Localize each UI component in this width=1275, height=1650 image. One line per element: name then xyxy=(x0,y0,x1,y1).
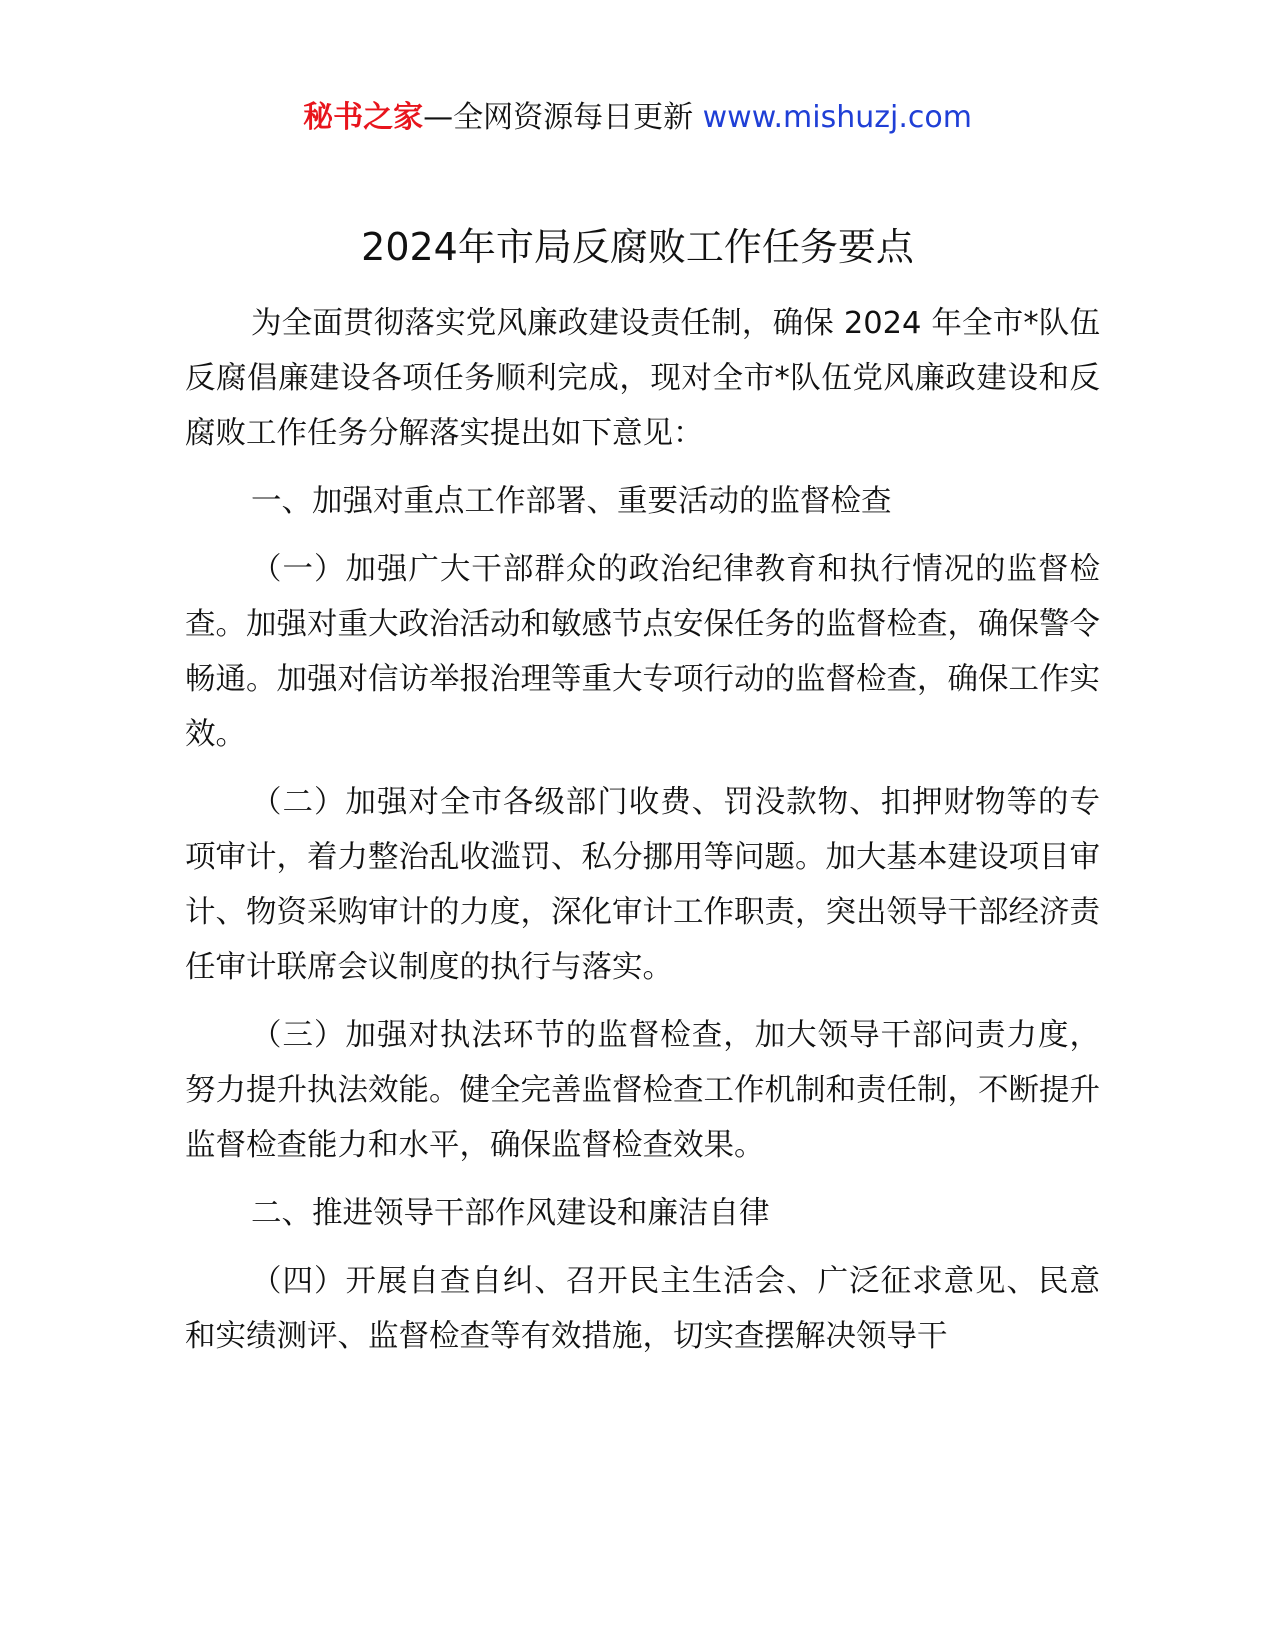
section-heading-2: 二、推进领导干部作风建设和廉洁自律 xyxy=(251,1196,770,1231)
item-paragraph-1: （一）加强广大干部群众的政治纪律教育和执行情况的监督检查。加强对重大政治活动和敏感节点安保任务的监督检查，确保警令畅通。加强对信访举报治理等重大专项行动的监督检查，确保工作实效。 xyxy=(185,552,1100,752)
item-paragraph-4: （四）开展自查自纠、召开民主生活会、广泛征求意见、民意和实绩测评、监督检查等有效措施，切实查摆解决领导干 xyxy=(185,1264,1100,1354)
item-paragraph-3: （三）加强对执法环节的监督检查，加大领导干部问责力度，努力提升执法效能。健全完善监督检查工作机制和责任制，不断提升监督检查能力和水平，确保监督检查效果。 xyxy=(185,1018,1100,1163)
section-heading-1: 一、加强对重点工作部署、重要活动的监督检查 xyxy=(251,484,892,519)
site-header xyxy=(0,98,1275,138)
document-title: 2024年市局反腐败工作任务要点 xyxy=(361,225,914,269)
brand-name: 秘书之家 xyxy=(303,100,424,135)
item-paragraph-2: （二）加强对全市各级部门收费、罚没款物、扣押财物等的专项审计，着力整治乱收滥罚、私分挪用等问题。加大基本建设项目审计、物资采购审计的力度，深化审计工作职责，突出领导干部经济责任审计联席会议制度的执行与落实。 xyxy=(185,785,1100,985)
header-slogan: —全网资源每日更新 xyxy=(423,100,694,135)
site-url-link[interactable]: www.mishuzj.com xyxy=(702,100,972,135)
document-body xyxy=(185,296,1100,1377)
intro-paragraph: 为全面贯彻落实党风廉政建设责任制，确保 2024 年全市*队伍反腐倡廉建设各项任务顺利完成，现对全市*队伍党风廉政建设和反腐败工作任务分解落实提出如下意见： xyxy=(185,306,1100,451)
